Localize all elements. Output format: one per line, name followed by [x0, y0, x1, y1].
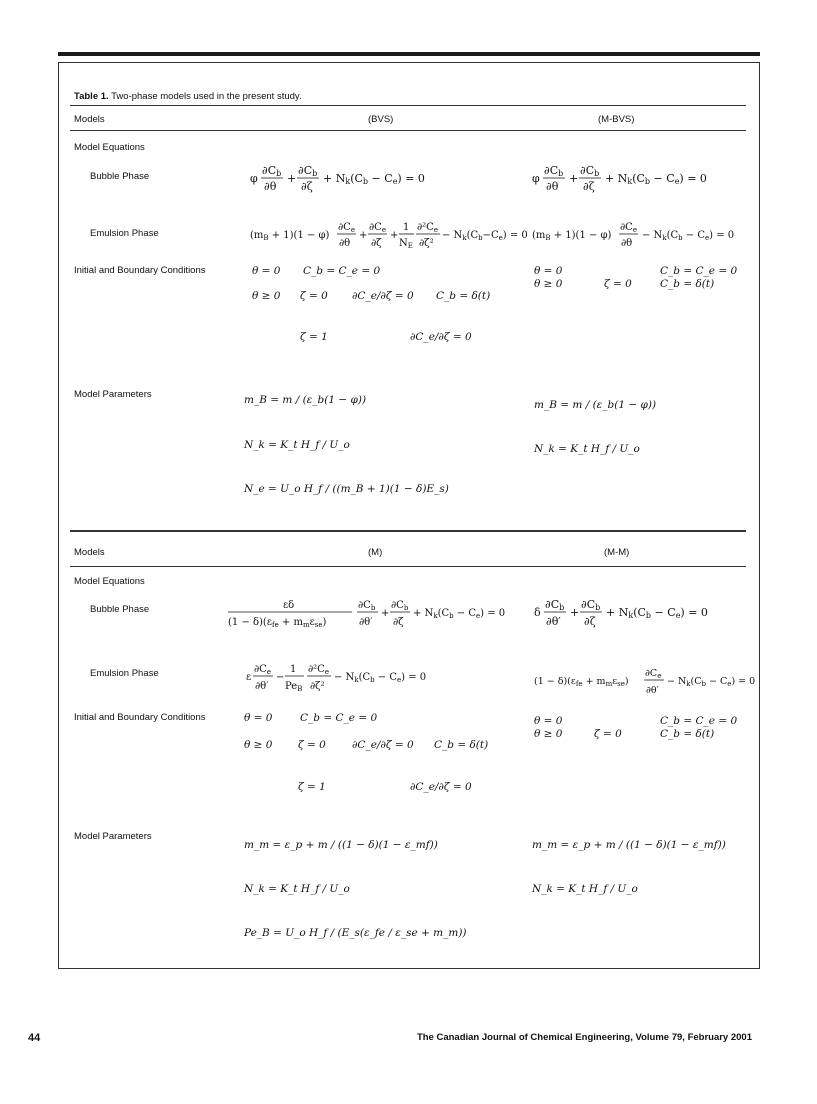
ibc-bvs-inlet-pulse: C_b = δ(t) — [436, 290, 491, 302]
svg-text:∂Cb: ∂Cb — [298, 164, 318, 178]
row-bubble-phase: Bubble Phase — [90, 171, 150, 182]
svg-text:∂Cb: $\partial C_b$ — [358, 600, 376, 612]
svg-text:− Nk(Cb − Ce) = 0: − $N_k(C_b - C_e) = 0$ — [642, 230, 735, 242]
param-m-bvs-mb: m_B = m / (ε_b(1 − φ)) — [534, 399, 657, 411]
rule — [70, 566, 746, 567]
ibc-m-theta0: θ = 0 — [244, 712, 273, 724]
svg-text:∂θ: ∂θ — [264, 180, 277, 193]
svg-text:∂ζ: ∂ζ — [393, 617, 404, 628]
row-model-equations: Model Equations — [74, 142, 145, 153]
ibc-m-m-inlet-pulse: C_b = δ(t) — [660, 728, 715, 740]
section-rule — [70, 530, 746, 532]
param-m-m-mm: m_m = ε_p + m / ((1 − δ)(1 − ε_mf)) — [532, 839, 726, 851]
svg-text:(mB + 1)(1 − φ): $(m_B + 1)(1 - \varphi)$ — [532, 230, 612, 242]
ibc-m-m-theta0: θ = 0 — [534, 715, 563, 727]
param-m-m-nk: N_k = K_t H_f / U_o — [532, 883, 638, 895]
svg-text:− Nk(Cb − Ce) = 0: − $N_k(C_b - C_e) = 0$ — [334, 672, 427, 684]
column-header-m: (M) — [368, 547, 383, 558]
ibc-m-bvs-theta-ge0: θ ≥ 0 — [534, 278, 563, 290]
ibc-m-theta-ge0: θ ≥ 0 — [244, 739, 273, 751]
svg-text:∂θ: ∂θ — [546, 180, 559, 193]
svg-text:PeB: $Pe_B$ — [285, 681, 303, 693]
ibc-bvs-inlet-gradient: ∂C_e/∂ζ = 0 — [352, 290, 414, 302]
svg-text:−: − — [276, 672, 285, 683]
caption-text: Two-phase models used in the present study. — [108, 91, 302, 102]
row-model-parameters: Model Parameters — [74, 831, 152, 842]
journal-citation: The Canadian Journal of Chemical Engineering, Volume 79, February 2001 — [416, 1032, 752, 1043]
ibc-m-m-theta-ge0: θ ≥ 0 — [534, 728, 563, 740]
svg-text:∂θ′: ∂θ′ — [359, 617, 373, 628]
svg-text:∂Cb: ∂Cb — [544, 164, 564, 178]
param-m-nk: N_k = K_t H_f / U_o — [244, 883, 350, 895]
param-bvs-ne: N_e = U_o H_f / ((m_B + 1)(1 − δ)E_s) — [244, 483, 449, 495]
param-m-peb: Pe_B = U_o H_f / (E_s(ε_fe / ε_se + m_m)) — [244, 927, 467, 939]
param-m-bvs-nk: N_k = K_t H_f / U_o — [534, 443, 640, 455]
svg-text:∂Ce: $\partial C_e$ — [645, 668, 662, 680]
svg-text:(mB + 1)(1 − φ): $(m_B + 1)(1 - \varphi)$ — [250, 230, 330, 242]
svg-text:δ: δ — [534, 606, 541, 619]
svg-text:+ Nk(Cb − Ce) = 0: + Nk(Cb − Ce) = 0 — [605, 172, 707, 186]
page-number: 44 — [28, 1032, 41, 1044]
svg-text:ε: ε — [246, 672, 252, 683]
ibc-m-zeta1: ζ = 1 — [298, 781, 326, 793]
row-initial-boundary: Initial and Boundary Conditions — [74, 265, 206, 276]
svg-text:∂θ′: ∂θ′ — [255, 681, 269, 692]
ibc-m-zeta0: ζ = 0 — [298, 739, 326, 751]
ibc-bvs-zeta0: ζ = 0 — [300, 290, 328, 302]
row-initial-boundary: Initial and Boundary Conditions — [74, 712, 206, 723]
rule — [70, 105, 746, 106]
ibc-m-bvs-inlet-pulse: C_b = δ(t) — [660, 278, 715, 290]
equation-m-bubble — [228, 596, 528, 632]
ibc-m-m-zeta0: ζ = 0 — [594, 728, 622, 740]
svg-text:∂Cb: ∂Cb — [580, 164, 600, 178]
equation-bvs-bubble — [250, 162, 520, 196]
svg-text:∂θ′: ∂θ′ — [546, 615, 561, 628]
svg-text:∂²Ce: $\partial^2C_e$ — [308, 664, 329, 676]
ibc-m-m-initial: C_b = C_e = 0 — [660, 715, 738, 727]
svg-text:∂Cb: ∂Cb — [262, 164, 282, 178]
models-header: Models — [74, 114, 105, 125]
ibc-bvs-zeta1: ζ = 1 — [300, 331, 328, 343]
table-frame — [58, 62, 760, 969]
svg-text:∂²Ce: $\partial^2C_e$ — [417, 222, 438, 234]
svg-text:∂ζ²: ∂ζ² — [419, 238, 434, 249]
svg-text:+: + — [287, 172, 297, 185]
svg-text:∂Ce: $\partial C_e$ — [369, 222, 386, 234]
ibc-bvs-outlet-gradient: ∂C_e/∂ζ = 0 — [410, 331, 472, 343]
svg-text:∂Cb: ∂Cb — [581, 598, 601, 612]
svg-text:εδ: εδ — [283, 600, 295, 611]
column-header-bvs: (BVS) — [368, 114, 394, 125]
svg-text:∂Ce: $\partial C_e$ — [620, 222, 637, 234]
svg-text:+: + — [381, 608, 390, 619]
row-bubble-phase: Bubble Phase — [90, 604, 150, 615]
svg-text:∂Cb: $\partial C_b$ — [391, 600, 409, 612]
svg-text:∂ζ: ∂ζ — [301, 180, 313, 193]
param-bvs-mb: m_B = m / (ε_b(1 − φ)) — [244, 394, 367, 406]
ibc-m-inlet-pulse: C_b = δ(t) — [434, 739, 489, 751]
ibc-m-bvs-theta0: θ = 0 — [534, 265, 563, 277]
rule — [70, 130, 746, 131]
ibc-m-bvs-zeta0: ζ = 0 — [604, 278, 632, 290]
svg-text:+ Nk(Cb − Ce) = 0: + Nk(Cb − Ce) = 0 — [606, 606, 708, 620]
svg-text:+ Nk(Cb − Ce) = 0: + $N_k(C_b - C_e) = 0$ — [413, 608, 506, 620]
ibc-bvs-theta0: θ = 0 — [252, 265, 281, 277]
models-header: Models — [74, 547, 105, 558]
svg-text:(1 − δ)(εfe + mmεse): $(1 - \delta)(\varepsilon_{fe} + m_m\varepsilon_{se})$ — [228, 617, 327, 629]
equation-m-m-bubble — [534, 596, 744, 632]
svg-text:∂ζ: ∂ζ — [371, 238, 382, 249]
equation-m-m-emulsion — [534, 664, 756, 700]
ibc-m-outlet-gradient: ∂C_e/∂ζ = 0 — [410, 781, 472, 793]
equation-m-emulsion — [246, 660, 476, 696]
svg-text:φ: φ — [250, 172, 258, 185]
svg-text:+ Nk(Cb − Ce) = 0: + Nk(Cb − Ce) = 0 — [323, 172, 425, 186]
svg-text:∂θ′: ∂θ′ — [646, 685, 659, 696]
svg-text:∂Cb: ∂Cb — [545, 598, 565, 612]
svg-text:+: + — [390, 230, 399, 241]
ibc-bvs-initial: C_b = C_e = 0 — [303, 265, 381, 277]
svg-text:∂Ce: $\partial C_e$ — [254, 664, 271, 676]
svg-text:∂ζ: ∂ζ — [583, 180, 595, 193]
svg-text:+: + — [359, 230, 368, 241]
equation-bvs-emulsion — [250, 218, 528, 252]
row-model-equations: Model Equations — [74, 576, 145, 587]
caption-label: Table 1. — [74, 91, 109, 102]
top-rule — [58, 52, 760, 56]
ibc-bvs-theta-ge0: θ ≥ 0 — [252, 290, 281, 302]
svg-text:NE: $N_E$ — [399, 238, 413, 250]
equation-m-bvs-bubble — [532, 162, 752, 196]
svg-text:1: 1 — [290, 664, 297, 675]
column-header-m-bvs: (M-BVS) — [598, 114, 635, 125]
param-bvs-nk: N_k = K_t H_f / U_o — [244, 439, 350, 451]
svg-text:∂Ce: $\partial C_e$ — [338, 222, 355, 234]
column-header-m-m: (M-M) — [604, 547, 630, 558]
ibc-m-initial: C_b = C_e = 0 — [300, 712, 378, 724]
svg-text:− Nk(Cb−Ce) = 0: − $N_k(C_b-C_e) = 0$ — [442, 230, 528, 242]
ibc-m-bvs-initial: C_b = C_e = 0 — [660, 265, 738, 277]
row-emulsion-phase: Emulsion Phase — [90, 668, 159, 679]
svg-text:∂θ: ∂θ — [339, 238, 351, 249]
row-emulsion-phase: Emulsion Phase — [90, 228, 159, 239]
row-model-parameters: Model Parameters — [74, 389, 152, 400]
svg-text:− Nk(Cb − Ce) = 0: − $N_k(C_b - C_e) = 0$ — [667, 676, 756, 688]
param-m-mm: m_m = ε_p + m / ((1 − δ)(1 − ε_mf)) — [244, 839, 438, 851]
svg-text:∂θ: ∂θ — [621, 238, 633, 249]
equation-m-bvs-emulsion — [532, 218, 752, 252]
svg-text:∂ζ²: ∂ζ² — [310, 681, 325, 692]
svg-text:∂ζ: ∂ζ — [584, 615, 596, 628]
svg-text:+: + — [570, 606, 580, 619]
table-caption — [74, 92, 302, 102]
svg-text:φ: φ — [532, 172, 540, 185]
svg-text:(1 − δ)(εfe + mmεse): $(1 - \delta)(\varepsilon_{fe} + m_m\varepsilon_{se})$ — [534, 676, 629, 688]
svg-text:1: 1 — [403, 222, 410, 233]
svg-text:+: + — [569, 172, 579, 185]
ibc-m-inlet-gradient: ∂C_e/∂ζ = 0 — [352, 739, 414, 751]
